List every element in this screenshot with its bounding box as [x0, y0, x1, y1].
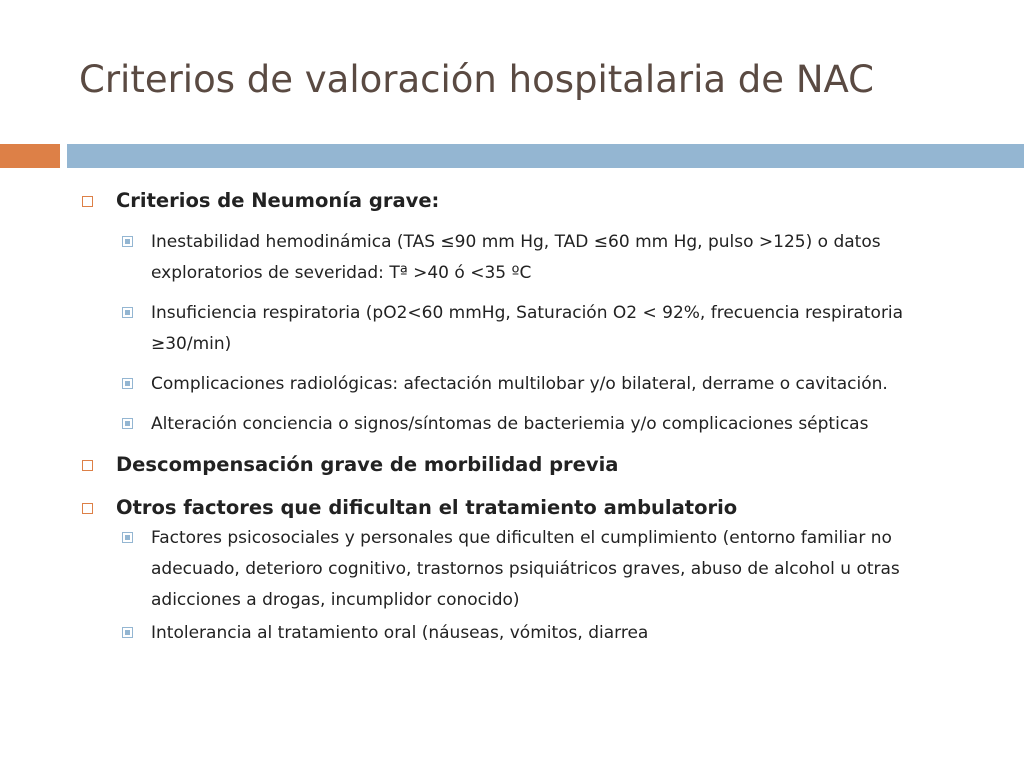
list-item [78, 523, 978, 616]
accent-bar-blue [67, 144, 1024, 168]
filled-square-bullet-icon [122, 627, 133, 638]
section-heading-descompensacion [78, 452, 978, 478]
section-heading-text: Criterios de Neumonía grave: [116, 189, 440, 212]
hollow-square-bullet-icon [82, 196, 93, 207]
section-heading-text: Descompensación grave de morbilidad previa [116, 453, 619, 476]
list-item-text: Factores psicosociales y personales que dificulten el cumplimiento (entorno familiar no adecuado, deterioro cognitivo, trastornos psiquiátricos graves, abuso de alcohol u otras adicciones a drogas, incumplidor conocido) [151, 528, 900, 610]
slide-content [78, 188, 978, 649]
hollow-square-bullet-icon [82, 503, 93, 514]
list-item [78, 227, 978, 289]
filled-square-bullet-icon [122, 378, 133, 389]
list-item [78, 409, 978, 440]
list-item-text: Intolerancia al tratamiento oral (náuseas, vómitos, diarrea [151, 623, 649, 643]
section-heading-otros-factores [78, 495, 978, 521]
accent-bar-orange [0, 144, 60, 168]
section-heading-text: Otros factores que dificultan el tratamiento ambulatorio [116, 496, 738, 519]
list-item-text: Alteración conciencia o signos/síntomas de bacteriemia y/o complicaciones sépticas [151, 414, 869, 434]
list-item [78, 369, 978, 400]
list-item-text: Insuficiencia respiratoria (pO2<60 mmHg, Saturación O2 < 92%, frecuencia respiratoria ≥30/min) [151, 303, 904, 354]
filled-square-bullet-icon [122, 307, 133, 318]
list-item [78, 298, 978, 360]
list-item-text: Complicaciones radiológicas: afectación multilobar y/o bilateral, derrame o cavitación. [151, 374, 888, 394]
filled-square-bullet-icon [122, 418, 133, 429]
hollow-square-bullet-icon [82, 460, 93, 471]
section-heading-neumonia-grave [78, 188, 978, 214]
filled-square-bullet-icon [122, 236, 133, 247]
list-item-text: Inestabilidad hemodinámica (TAS ≤90 mm Hg, TAD ≤60 mm Hg, pulso >125) o datos exploratorios de severidad: Tª >40 ó <35 ºC [151, 232, 881, 283]
list-item [78, 618, 978, 649]
filled-square-bullet-icon [122, 532, 133, 543]
slide-title: Criterios de valoración hospitalaria de NAC [79, 58, 874, 101]
